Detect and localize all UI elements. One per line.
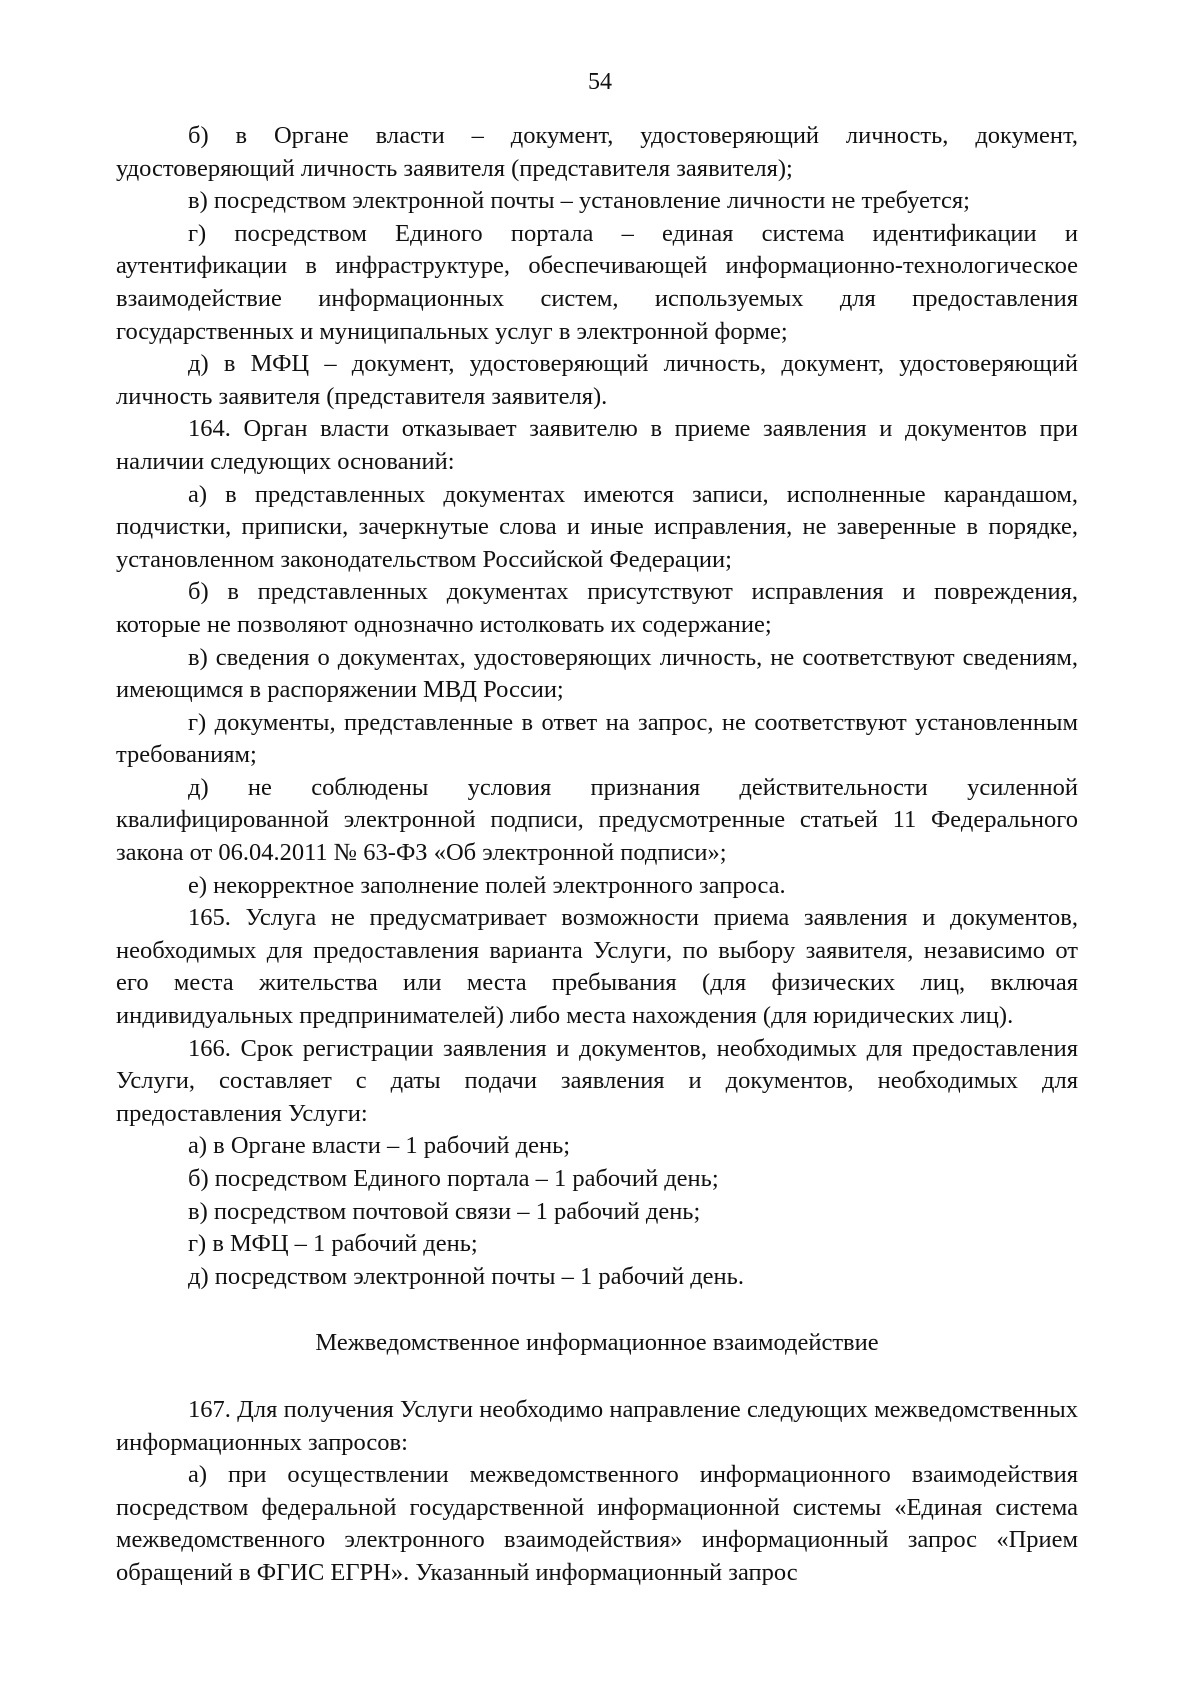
paragraph: б) посредством Единого портала – 1 рабочий день; — [188, 1165, 719, 1192]
paragraph: а) в представленных документах имеются записи, исполненные карандашом, подчистки, приписки, зачеркнутые слова и иные исправления, не заверенные в порядке, установленном законодательством Российской Федерации; — [116, 480, 1078, 573]
paragraph: 164. Орган власти отказывает заявителю в приеме заявления и документов при наличии следующих оснований: — [116, 415, 1078, 475]
paragraph: в) посредством электронной почты – установление личности не требуется; — [188, 187, 970, 215]
paragraph: д) в МФЦ – документ, удостоверяющий личность, документ, удостоверяющий личность заявителя (представителя заявителя). — [116, 350, 1078, 410]
paragraph: 165. Услуга не предусматривает возможности приема заявления и документов, необходимых для предоставления варианта Услуги, по выбору заявителя, независимо от его места жительства или места пребывания (для физических лиц, включая индивидуальных предпринимателей) либо места нахождения (для юридических лиц). — [116, 904, 1078, 1030]
paragraph: г) в МФЦ – 1 рабочий день; — [188, 1230, 478, 1258]
paragraph: а) в Органе власти – 1 рабочий день; — [188, 1132, 571, 1160]
section-heading: Межведомственное информационное взаимодействие — [315, 1329, 879, 1357]
paragraph: д) посредством электронной почты – 1 рабочий день. — [188, 1262, 744, 1290]
document-body — [116, 120, 1078, 1590]
paragraph: г) документы, представленные в ответ на запрос, не соответствуют установленным требованиям; — [116, 708, 1078, 769]
paragraph: д) не соблюдены условия признания действительности усиленной квалифицированной электронной подписи, предусмотренные статьей 11 Федерального закона от 06.04.2011 № 63-ФЗ «Об электронной подписи»; — [116, 773, 1078, 867]
paragraph: б) в Органе власти – документ, удостоверяющий личность, документ, удостоверяющий личность заявителя (представителя заявителя); — [116, 122, 1078, 182]
paragraph: г) посредством Единого портала – единая система идентификации и аутентификации в инфраструктуре, обеспечивающей информационно-технологическое взаимодействие информационных систем, используемых для предоставления государственных и муниципальных услуг в электронной форме; — [116, 219, 1078, 345]
paragraph: е) некорректное заполнение полей электронного запроса. — [188, 871, 786, 899]
page-number: 54 — [588, 69, 612, 95]
paragraph: в) посредством почтовой связи – 1 рабочий день; — [188, 1197, 701, 1225]
paragraph: б) в представленных документах присутствуют исправления и повреждения, которые не позволяют однозначно истолковать их содержание; — [116, 578, 1078, 638]
paragraph: 167. Для получения Услуги необходимо направление следующих межведомственных информационных запросов: — [116, 1395, 1078, 1456]
paragraph: а) при осуществлении межведомственного информационного взаимодействия посредством федеральной государственной информационной системы «Единая система межведомственного электронного взаимодействия» информационный запрос «Прием обращений в ФГИС ЕГРН». Указанный информационный запрос — [116, 1461, 1078, 1586]
paragraph: 166. Срок регистрации заявления и документов, необходимых для предоставления Услуги, составляет с даты подачи заявления и документов, необходимых для предоставления Услуги: — [116, 1034, 1078, 1127]
paragraph: в) сведения о документах, удостоверяющих личность, не соответствуют сведениям, имеющимся в распоряжении МВД России; — [116, 643, 1078, 704]
